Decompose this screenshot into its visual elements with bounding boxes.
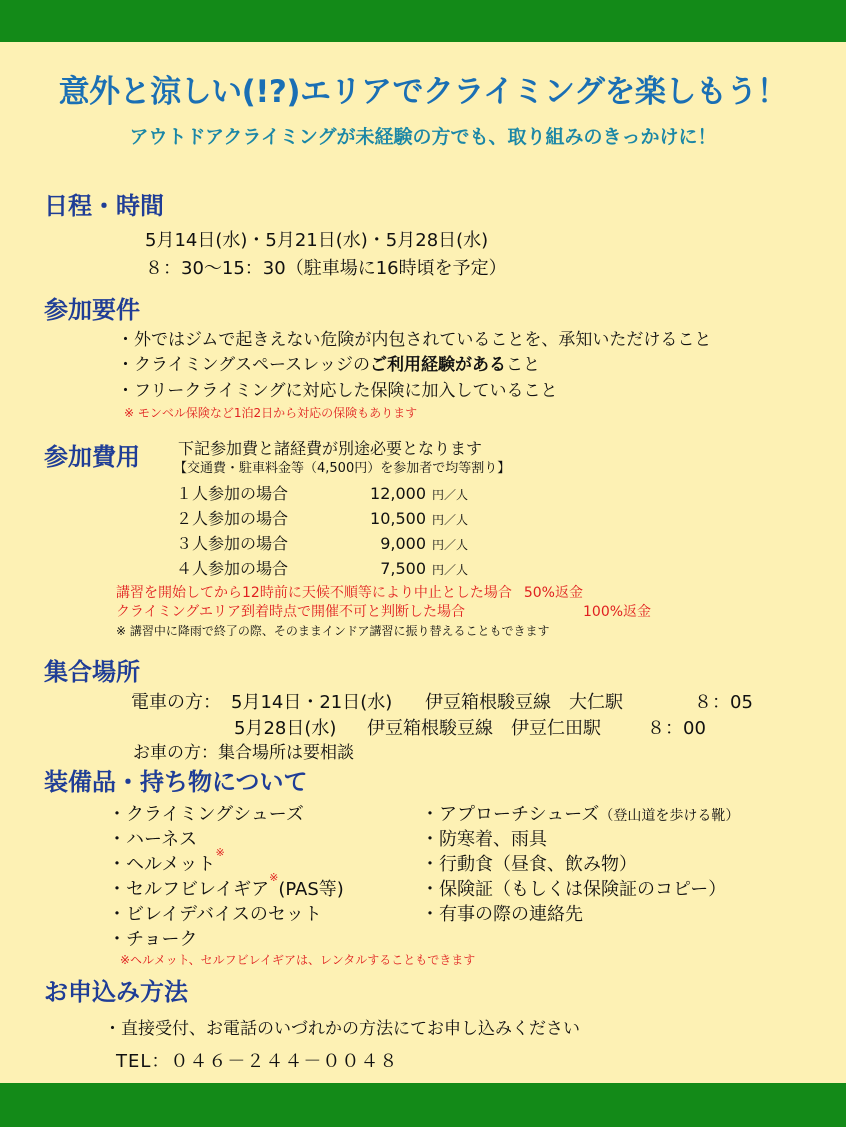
headline: 意外と涼しい(!?)エリアでクライミングを楽しもう！ [58,74,788,110]
fee-row [176,531,468,554]
refund-line-1-text: 講習を開始してから12時前に天候不順等により中止とした場合 [116,585,512,601]
schedule-time: ８：30～15：30（駐車場に16時頃を予定） [145,258,507,279]
meeting-heading: 集合場所 [44,658,140,686]
refund-line-2-value: 100%返金 [583,604,652,620]
top-green-bar [0,0,846,42]
fee-row-label: １人参加の場合 [176,484,289,503]
fee-row-amount: 9,000 [380,534,426,553]
equipment-item: ・ハーネス [108,829,198,850]
equipment-item-label: ・アプローチシューズ [421,804,600,825]
fee-row [176,506,468,529]
requirement-item-2-post: こと [505,355,540,375]
requirement-item-1: ・外ではジムで起きえない危険が内包されていることを、承知いただけること [117,330,712,350]
fee-row-amount: 7,500 [380,559,426,578]
fees-intro: 下記参加費と諸経費が別途必要となります [178,439,483,458]
meeting-car: お車の方：集合場所は要相談 [133,743,354,763]
requirements-heading: 参加要件 [44,296,140,324]
meeting-train-route-2: 伊豆箱根駿豆線 伊豆仁田駅 [367,718,601,739]
fee-row-amount: 10,500 [370,509,426,528]
fees-heading: 参加費用 [44,443,140,471]
equipment-item-suffix: (PAS等) [278,879,344,900]
requirement-item-2-pre: ・クライミングスペースレッジの [117,355,370,375]
requirement-item-2 [117,350,540,375]
requirement-item-2-emphasis: ご利用経験がある [369,355,506,375]
fee-row [176,556,468,579]
equipment-item: ・ビレイデバイスのセット [108,904,322,925]
fee-row-label: ３人参加の場合 [176,534,289,553]
fee-row-unit: 円／人 [432,538,469,552]
equipment-item [108,846,225,876]
equipment-item: ・チョーク [108,929,198,950]
fee-row-label: ２人参加の場合 [176,509,289,528]
equipment-note: ※ヘルメット、セルフビレイギアは、レンタルすることもできます [120,953,476,967]
schedule-dates: 5月14日(水)・5月21日(水)・5月28日(水) [145,230,489,251]
equipment-item-note: （登山道を歩ける靴） [599,808,740,824]
fee-row-amount: 12,000 [370,484,426,503]
bottom-green-bar [0,1083,846,1127]
equipment-item-label: ・セルフビレイギア [108,879,270,900]
equipment-item: ・防寒着、雨具 [421,829,547,850]
fee-row-unit: 円／人 [432,563,469,577]
equipment-heading: 装備品・持ち物について [44,768,308,796]
meeting-train-date-2: 5月28日(水) [234,718,337,739]
meeting-train-label: 電車の方： [131,692,221,713]
apply-heading: お申込み方法 [44,978,188,1006]
fees-intro-note: 【交通費・駐車料金等（4,500円）を参加者で均等割り】 [174,461,511,476]
fee-row [176,481,468,504]
meeting-train-date-1: 5月14日・21日(水) [231,692,393,713]
refund-line-2-text: クライミングエリア到着時点で開催不可と判断した場合 [116,604,466,620]
refund-line-2 [116,601,651,621]
requirement-item-3: ・フリークライミングに対応した保険に加入していること [117,381,558,401]
apply-method: ・直接受付、お電話のいづれかの方法にてお申し込みください [104,1019,580,1039]
rental-mark: ※ [269,871,279,884]
meeting-train-time-2: ８：00 [647,718,706,739]
requirements-note: ※ モンベル保険など1泊2日から対応の保険もあります [124,406,418,420]
equipment-item: ・有事の際の連絡先 [421,904,583,925]
meeting-train-time-1: ８：05 [694,692,753,713]
equipment-item-label: ・ヘルメット [108,854,216,875]
subheadline: アウトドアクライミングが未経験の方でも、取り組みのきっかけに！ [129,126,717,148]
fee-row-label: ４人参加の場合 [176,559,289,578]
fee-row-unit: 円／人 [432,488,469,502]
refund-line-1-value: 50%返金 [523,585,583,601]
meeting-train-route-1: 伊豆箱根駿豆線 大仁駅 [425,692,623,713]
equipment-item: ・保険証（もしくは保険証のコピー） [421,879,727,900]
equipment-item: ・クライミングシューズ [108,804,304,825]
apply-tel: TEL：０４６－２４４－００４８ [116,1051,399,1072]
refund-line-1 [116,582,583,602]
fee-row-unit: 円／人 [432,513,469,527]
schedule-heading: 日程・時間 [44,192,164,220]
fees-note: ※ 講習中に降雨で終了の際、そのままインドア講習に振り替えることもできます [116,624,550,638]
equipment-item: ・行動食（昼食、飲み物） [421,854,637,875]
rental-mark: ※ [215,846,225,859]
equipment-item [108,871,344,901]
equipment-item [421,800,739,826]
